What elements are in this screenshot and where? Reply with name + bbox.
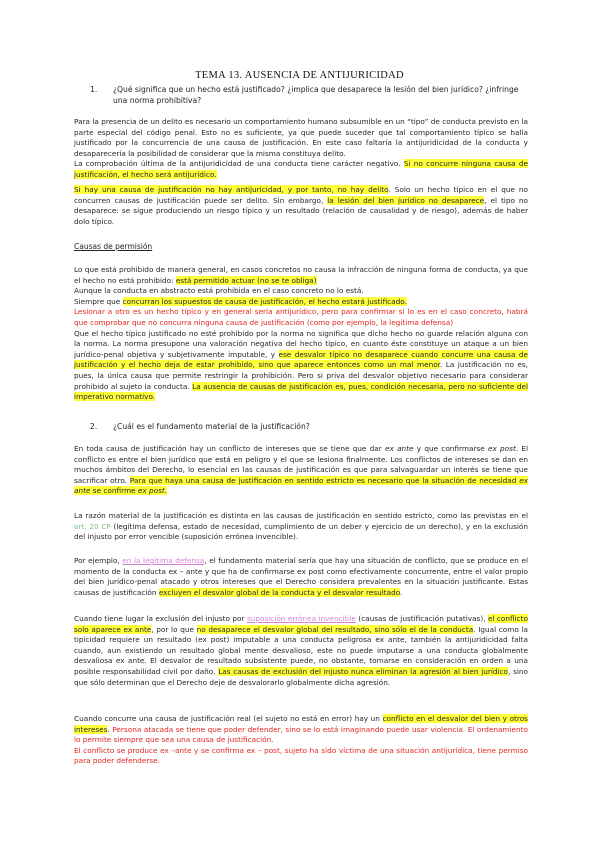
section-heading-causas: Causas de permisión — [74, 242, 153, 251]
p6-text-c: . — [400, 587, 403, 597]
p3-highlight-1: está permitido actuar (no se te obliga) — [175, 275, 317, 285]
paragraph-8 — [74, 714, 528, 767]
p4-italic-ex-post: ex post — [488, 444, 516, 453]
p7-text-a: Cuando tiene lugar la exclusión del injusto por — [74, 614, 247, 623]
p8-red-text-1: Persona atacada se tiene que poder defender, sino se lo está imaginando puede usar violencia. El ordenamiento lo permite siempre que sea una causa de justificación. — [74, 724, 528, 745]
p4-text-b: y que confirmarse — [413, 444, 488, 453]
p6-text-b: , el fundamento material sería que hay una situación de conflicto, que se produce en el momento de la conducta ex – ante y que ha de confirmarse ex post como efectivamente concurrente, entre el valor propio del bien jurídico-penal atacado y otros intereses que el Derecho considera prevalentes en la situación justificante. Estas causas de justificación — [74, 556, 528, 597]
document-title: TEMA 13. AUSENCIA DE ANTIJURICIDAD — [195, 70, 404, 81]
paragraph-5 — [74, 511, 528, 543]
p7-link-suposicion-erronea[interactable]: suposición errónea invencible — [246, 614, 356, 623]
p3-text-c: Siempre que — [74, 296, 123, 306]
p7-text-c: , por lo que — [151, 624, 197, 634]
p7-text-d: . Igual como la tipicidad requiere un resultado (ex post) imputable a una conducta peligrosa ex ante, también la antijuridicidad falta cuando, aun existiendo un resultado global mente desvalioso, este no puede imputarse a una conducta globalmente desvaliosa ex ante. El desvalor de resultado subsistente puede, no obstante, tomarse en consideración en orden a una posible responsabilidad civil por daño. — [74, 624, 529, 676]
paragraph-1 — [74, 117, 528, 181]
paragraph-7 — [74, 614, 528, 688]
p3-highlight-4: La ausencia de causas de justificación es, pues, condición necesaria, pero no suficiente del imperativo normativo. — [74, 381, 528, 402]
p4-highlight-1: Para que haya una causa de justificación en sentido estricto es necesario que la situación de necesidad — [129, 475, 520, 485]
p4-highlight-italic-1: ex ante — [74, 475, 528, 496]
p2-highlight-1: Si hay una causa de justificación no hay antijuricidad, y por tanto, no hay delito — [74, 185, 389, 194]
question-1 — [90, 84, 530, 106]
p3-text-e: . La justificación no es, pues, la única causa que permite restringir la prohibición. Pero si priva del desvalor objetivo necesario para considerar prohibido al sujeto la conducta. — [74, 360, 528, 391]
p3-highlight-2: concurran los supuestos de causa de justificación, el hecho estará justificado. — [122, 296, 407, 306]
p6-highlight: excluyen el desvalor global de la conducta y el desvalor resultado — [158, 587, 401, 597]
p7-highlight-2: no desaparece el desvalor global del resultado, sino sólo el de la conducta — [196, 624, 474, 634]
p3-red-example: Lesionar a otro es un hecho típico y en general sería antijurídico, pero para confirmar si lo es en el caso concreto, habrá que comprobar que no concurra ninguna causa de justificación (como por ejemplo, la legítima defensa) — [74, 307, 528, 327]
p3-text-a: Lo que está prohibido de manera general, en casos concretos no causa la infracción de ninguna forma de conducta, ya que el hecho no está prohibido: — [74, 265, 528, 285]
p4-highlight-2: se confirme — [90, 486, 138, 496]
p8-text-b: . — [107, 724, 113, 734]
p5-text-a: La razón material de la justificación es distinta en las causas de justificación en sentido estricto, como las previstas en el — [74, 511, 528, 520]
p1-highlight: Si no concurre ninguna causa de justificación, el hecho será antijurídico. — [74, 159, 529, 179]
p5-article-reference: art. 20 CP — [74, 521, 111, 531]
p2-text-a: . Solo un hecho típico en el que no concurren causas de justificación puede ser delito. Sin embargo, — [74, 185, 528, 205]
p7-highlight-1: el conflicto solo aparece ex ante — [74, 614, 528, 634]
p2-text-b: , el tipo no desaparece: se sigue produciendo un riesgo típico y un resultado (relación de causalidad y de riesgo), además de haber dolo típico. — [74, 195, 528, 226]
question-2-text: ¿Cuál es el fundamento material de la justificación? — [113, 422, 310, 431]
p6-text-a: Por ejemplo, — [74, 556, 123, 565]
p4-italic-ex-ante: ex ante — [385, 444, 414, 453]
p3-text-d: Que el hecho típico justificado no esté prohibido por la norma no significa que dicho hecho no guarde relación alguna con la norma. La norma presupone una valoración negativa del hecho típico, en cuanto éste constituye un ataque a un bien jurídico-penal objetiva y subjetivamente imputable, y — [74, 328, 528, 359]
p4-highlight-italic-2: ex post — [137, 486, 165, 496]
p1-text-b: La comprobación última de la antijuridicidad de una conducta tiene carácter negativo. — [74, 159, 404, 169]
paragraph-4 — [74, 444, 528, 497]
question-2-number: 2. — [90, 422, 98, 431]
p2-highlight-2: la lesión del bien jurídico no desaparece — [327, 195, 485, 205]
p8-red-text-2: El conflicto se produce ex –ante y se confirma ex – post, sujeto ha sido víctima de una situación antijurídica, tiene permiso para poder defenderse. — [74, 745, 528, 766]
question-2 — [90, 421, 530, 432]
p4-text-a: En toda causa de justificación hay un conflicto de intereses que se tiene que dar — [74, 444, 386, 453]
p4-text-c: . El conflicto es entre el bien jurídico que está en peligro y el que se lesiona finalmente. Los conflictos de intereses se dan en muchos ámbitos del Derecho, lo esencial en las causas de justificación es que para salvaguardar un interés se tiene que sacrificar otro. — [74, 444, 529, 485]
question-1-number: 1. — [90, 85, 98, 94]
p8-text-a: Cuando concurre una causa de justificación real (el sujeto no está en error) hay un — [74, 714, 383, 723]
paragraph-6 — [74, 556, 528, 598]
p7-text-b: (causas de justificación putativas), — [355, 614, 488, 623]
p5-text-b: (legítima defensa, estado de necesidad, cumplimiento de un deber y ejercicio de un derecho), y en la exclusión del injusto por error vencible (suposición errónea invencible). — [74, 521, 529, 542]
p3-highlight-3: ese desvalor típico no desaparece cuando concurre una causa de justificación y el hecho deja de estar prohibido, sino que aparece entonces como un mal menor — [74, 349, 528, 370]
p7-highlight-3: Las causas de exclusión del injusto nunca eliminan la agresión al bien jurídico — [218, 666, 509, 676]
paragraph-2 — [74, 185, 528, 227]
paragraph-3 — [74, 265, 528, 403]
p8-highlight-1: conflicto en el desvalor del bien y otros intereses — [74, 714, 528, 734]
p1-text-a: Para la presencia de un delito es necesario un comportamiento humano subsumible en un “tipo” de conducta previsto en la parte especial del código penal. Esto no es suficiente, ya que puede suceder que tal comportamiento típico se halla justificado por la concurrencia de una causa de justificación. En este caso faltaría la antijuridicidad de la conducta y desaparecería la posibilidad de considerar que la misma constituya delito. — [74, 117, 528, 158]
p7-text-e: , sino que sólo determinan que el Derecho deje de desvalorarlo globalmente dicha agresión. — [74, 666, 528, 687]
question-1-text: ¿Qué significa que un hecho está justificado? ¿implica que desaparece la lesión del bien jurídico? ¿infringe una norma prohibitiva? — [113, 85, 519, 105]
p6-link-legitima-defensa[interactable]: en la legítima defensa — [122, 556, 205, 565]
p4-highlight-3: . — [164, 486, 168, 496]
p3-text-b: Aunque la conducta en abstracto está prohibida en el caso concreto no lo está. — [74, 286, 364, 296]
